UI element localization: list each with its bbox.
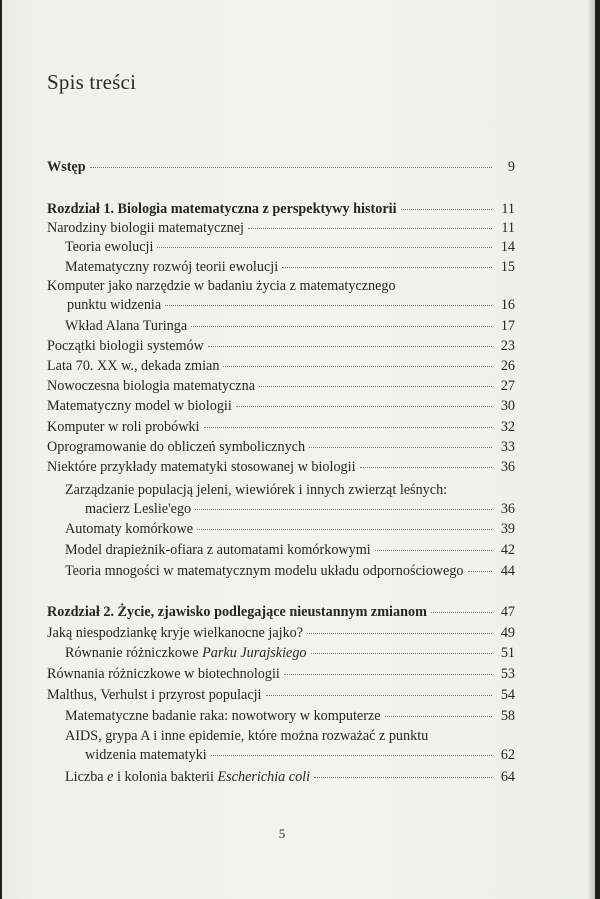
- toc-subentry: AIDS, grypa A i inne epidemie, które można rozważać z punktu widzenia matematyki 62: [65, 728, 515, 763]
- toc-entry: Komputer jako narzędzie w badaniu życia z matematycznego punktu widzenia 16: [47, 278, 515, 313]
- toc-subentry: Teoria ewolucji 14: [65, 239, 515, 255]
- toc-entry: Malthus, Verhulst i przyrost populacji 54: [47, 687, 515, 703]
- toc-subentry: Zarządzanie populacją jeleni, wiewiórek i innych zwierząt leśnych: macierz Leslie'ego 36: [65, 482, 515, 517]
- toc-entry: Komputer w roli probówki 32: [47, 419, 515, 435]
- page-title: Spis treści: [47, 70, 137, 94]
- toc-entry: Nowoczesna biologia matematyczna 27: [47, 378, 515, 394]
- toc-entry: Lata 70. XX w., dekada zmian 26: [47, 358, 515, 374]
- toc-entry: Wstęp 9: [47, 159, 515, 175]
- toc-subentry: Automaty komórkowe 39: [65, 521, 515, 537]
- toc-chapter: Rozdział 2. Życie, zjawisko podlegające nieustannym zmianom 47: [47, 604, 515, 620]
- toc-entry: Matematyczny model w biologii 30: [47, 398, 515, 414]
- page-number: 5: [278, 826, 286, 841]
- toc-entry: Niektóre przykłady matematyki stosowanej w biologii 36: [47, 459, 515, 475]
- toc-subentry: Wkład Alana Turinga 17: [65, 318, 515, 334]
- toc-entry: Narodziny biologii matematycznej 11: [47, 220, 515, 236]
- toc-entry: Jaką niespodziankę kryje wielkanocne jajko? 49: [47, 625, 515, 641]
- toc-subentry: Liczba e i kolonia bakterii Escherichia coli 64: [65, 769, 515, 785]
- toc-subentry: Model drapieżnik-ofiara z automatami komórkowymi 42: [65, 542, 515, 558]
- toc-entry: Początki biologii systemów 23: [47, 338, 515, 354]
- book-page: [2, 0, 595, 899]
- toc-subentry: Matematyczne badanie raka: nowotwory w komputerze 58: [65, 708, 515, 724]
- toc-chapter: Rozdział 1. Biologia matematyczna z perspektywy historii 11: [47, 201, 515, 217]
- toc-entry: Równania różniczkowe w biotechnologii 53: [47, 666, 515, 682]
- toc-entry: Oprogramowanie do obliczeń symbolicznych 33: [47, 439, 515, 455]
- toc-subentry: Matematyczny rozwój teorii ewolucji 15: [65, 259, 515, 275]
- toc-subentry: Teoria mnogości w matematycznym modelu układu odpornościowego 44: [65, 563, 515, 579]
- toc-subentry: Równanie różniczkowe Parku Jurajskiego 51: [65, 645, 515, 661]
